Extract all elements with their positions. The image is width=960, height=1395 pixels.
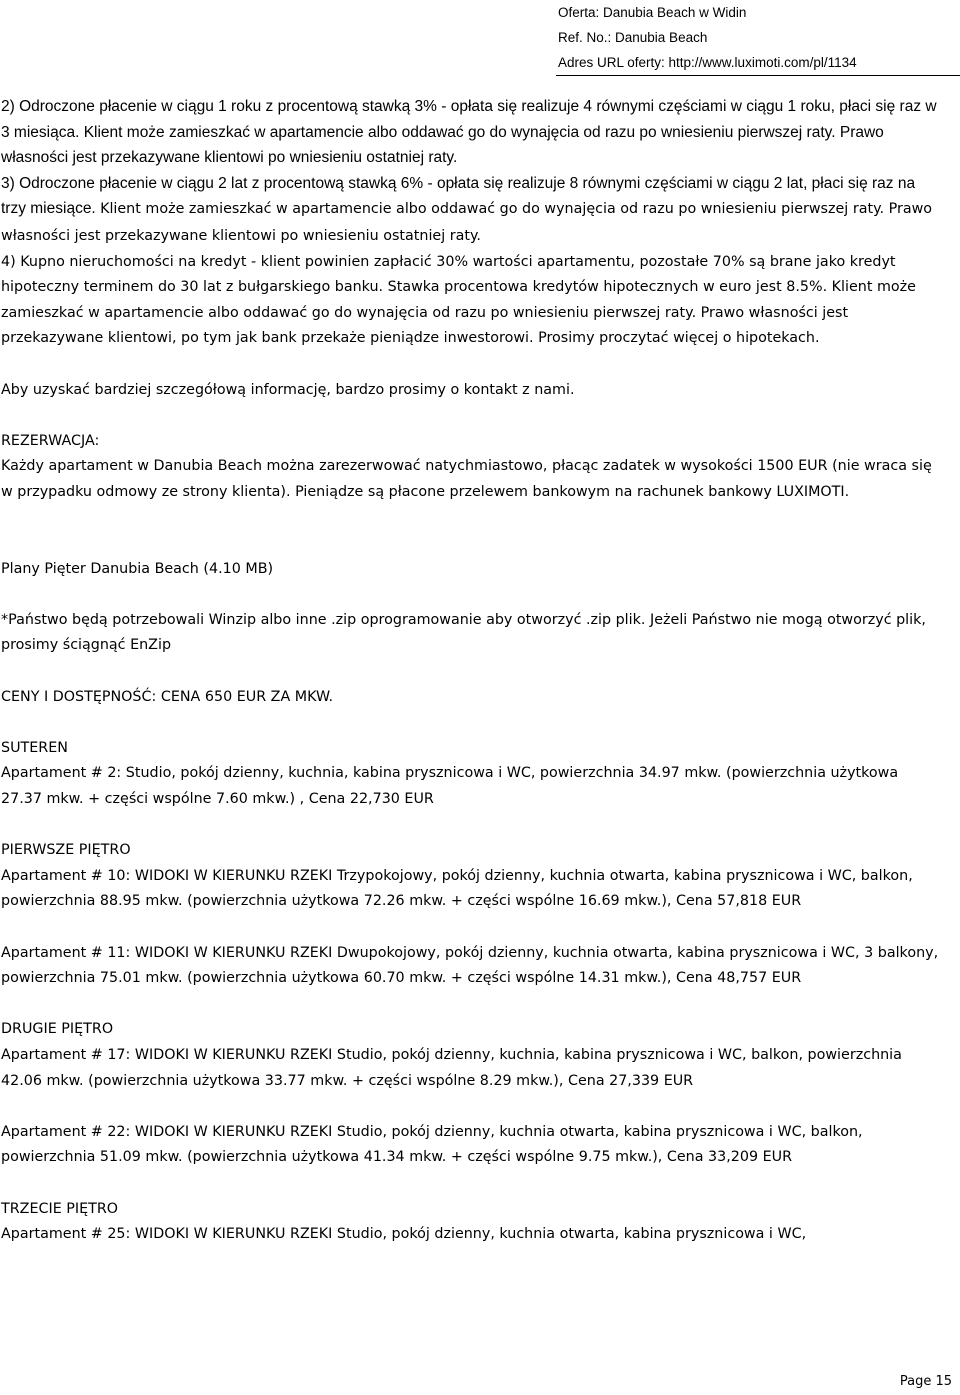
reference-number: Ref. No.: Danubia Beach (558, 30, 708, 45)
spacer (1, 992, 941, 1018)
apartment-25: Apartament # 25: WIDOKI W KIERUNKU RZEKI Studio, pokój dzienny, kuchnia otwarta, kabina prysznicowa i WC, (1, 1226, 807, 1243)
winzip-note: *Państwo będą potrzebowali Winzip albo inne .zip oprogramowanie aby otworzyć .zip plik. Jeżeli Państwo nie mogą otworzyć plik, prosimy ściągnąć EnZip (1, 611, 926, 654)
spacer (1, 915, 941, 941)
spacer (1, 1171, 941, 1197)
spacer (1, 352, 941, 378)
spacer (1, 582, 941, 608)
apartment-2: Apartament # 2: Studio, pokój dzienny, kuchnia, kabina prysznicowa i WC, powierzchnia 34.97 mkw. (powierzchnia użytkowa 27.37 mkw. + części wspólne 7.60 mkw.) , Cena 22,730 EUR (1, 765, 899, 808)
spacer (1, 813, 941, 839)
header-divider (556, 75, 960, 76)
apartment-10: Apartament # 10: WIDOKI W KIERUNKU RZEKI Trzypokojowy, pokój dzienny, kuchnia otwarta, kabina prysznicowa i WC, balkon, powierzchnia 88.95 mkw. (powierzchnia użytkowa 72.26 mkw. + części wspólne 16.69 mkw.), Cena 57,818 EUR (1, 867, 913, 910)
offer-title: Oferta: Danubia Beach w Widin (558, 5, 747, 20)
prices-heading: CENY I DOSTĘPNOŚĆ: CENA 650 EUR ZA MKW. (1, 688, 334, 705)
spacer (1, 531, 941, 557)
apartment-11: Apartament # 11: WIDOKI W KIERUNKU RZEKI Dwupokojowy, pokój dzienny, kuchnia otwarta, kabina prysznicowa i WC, 3 balkony, powierzchnia 75.01 mkw. (powierzchnia użytkowa 60.70 mkw. + części wspólne 14.31 mkw.), Cena 48,757 EUR (1, 944, 939, 987)
spacer (1, 403, 941, 429)
apartment-17: Apartament # 17: WIDOKI W KIERUNKU RZEKI Studio, pokój dzienny, kuchnia, kabina prysznicowa i WC, balkon, powierzchnia 42.06 mkw. (powierzchnia użytkowa 33.77 mkw. + części wspólne 8.29 mkw.), Cena 27,339 EUR (1, 1046, 902, 1089)
reservation-heading: REZERWACJA: (1, 432, 100, 449)
third-floor-heading: TRZECIE PIĘTRO (1, 1200, 119, 1217)
payment-option-3-ownership: Klient może zamieszkać w apartamencie albo oddawać go do wynajęcia od razu po wniesieniu pierwszej raty. Prawo własności jest przekazywane klientowi po wniesieniu ostatniej raty. (1, 201, 933, 244)
spacer (1, 710, 941, 736)
page-number: Page 15 (899, 1374, 952, 1389)
offer-url: Adres URL oferty: http://www.luximoti.com/pl/1134 (558, 55, 857, 70)
spacer (1, 1094, 941, 1120)
suteren-heading: SUTEREN (1, 739, 68, 756)
payment-option-2: 2) Odroczone płacenie w ciągu 1 roku z procentową stawką 3% - opłata się realizuje 4 równymi częściami w ciągu 1 roku, płaci się raz w 3 miesiąca. Klient może zamieszkać w apartamencie albo oddawać go do wynajęcia od razu po wniesieniu pierwszej raty. Prawo własności jest przekazywane klientowi po wniesieniu ostatniej raty. (1, 98, 937, 167)
reservation-text: Każdy apartament w Danubia Beach można zarezerwować natychmiastowo, płacąc zadatek w wysokości 1500 EUR (nie wraca się w przypadku odmowy ze strony klienta). Pieniądze są płacone przelewem bankowym na rachunek bankowy LUXIMOTI. (1, 458, 932, 500)
payment-option-3 (1, 171, 941, 250)
apartment-22: Apartament # 22: WIDOKI W KIERUNKU RZEKI Studio, pokój dzienny, kuchnia otwarta, kabina prysznicowa i WC, balkon, powierzchnia 51.09 mkw. (powierzchnia użytkowa 41.34 mkw. + części wspólne 9.75 mkw.), Cena 33,209 EUR (1, 1123, 863, 1166)
document-body (1, 94, 941, 1248)
document-header (556, 0, 960, 75)
first-floor-heading: PIERWSZE PIĘTRO (1, 842, 131, 859)
floor-plans-link[interactable]: Plany Pięter Danubia Beach (4.10 MB) (1, 560, 274, 577)
contact-note: Aby uzyskać bardziej szczegółową informację, bardzo prosimy o kontakt z nami. (1, 381, 575, 398)
payment-option-3-terms: 3) Odroczone płacenie w ciągu 2 lat z procentową stawką 6% - opłata się realizuje 8 równymi częściami w ciągu 2 lat, płaci się raz na trzy miesiące. (1, 174, 916, 218)
spacer (1, 506, 941, 532)
payment-option-4: 4) Kupno nieruchomości na kredyt - klient powinien zapłacić 30% wartości apartamentu, pozostałe 70% są brane jako kredyt hipoteczny terminem do 30 lat z bułgarskiego banku. Stawka procentowa kredytów hipotecznych w euro jest 8.5%. Klient może zamieszkać w apartamencie albo oddawać go do wynajęcia od razu po wniesieniu pierwszej raty. Prawo własności jest przekazywane klientowi, po tym jak bank przekaże pieniądze inwestorowi. Prosimy proczytać więcej o hipotekach. (1, 253, 916, 347)
second-floor-heading: DRUGIE PIĘTRO (1, 1021, 114, 1038)
spacer (1, 659, 941, 685)
